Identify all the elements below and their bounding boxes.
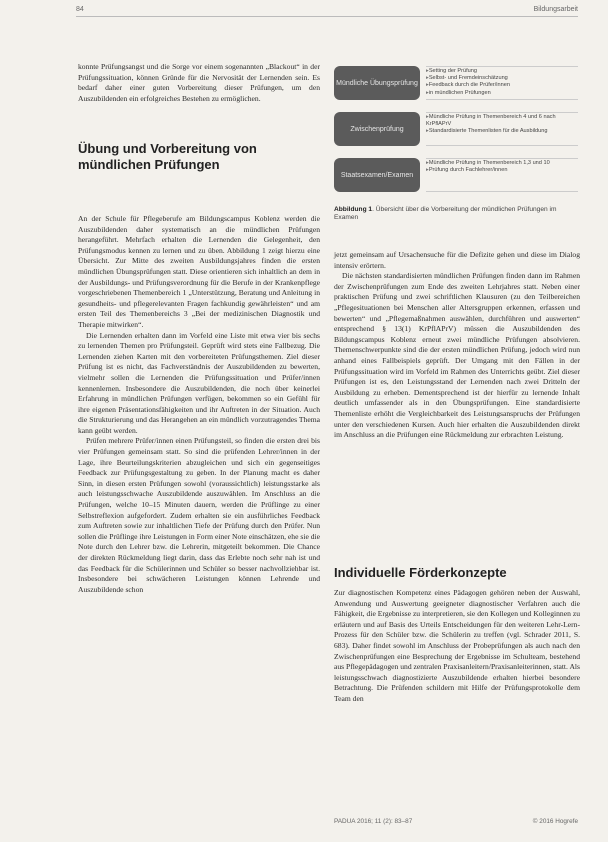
rubric-label: Bildungsarbeit [533,6,578,13]
copyright-notice: © 2016 Hogrefe [532,818,578,825]
diagram-row [334,158,580,192]
body-paragraph: Zur diagnostischen Kompetenz eines Pädagogen gehören neben der Auswahl, Anwendung und Auswertung geeigneter diagnostischer Verfahren auch die Fähigkeit, die Ergebnisse zu interpretieren, sie den Kollegen und Kolleginnen zu erläutern und auf Basis des Urteils Entscheidungen für den weiteren Lehr-Lern-Prozess für den Schüler bzw. die Schülerin zu treffen (vgl. Schrader 2011, S. 683). Daher findet sowohl im Anschluss der Probeprüfungen als auch nach den Zwischenprüfungen eine Besprechung der Ergebnisse im Schulteam, bestehend aus Pflegepädagogen und zentralen Praxisanleitern/Praxisanleiterinnen, statt. Als leistungsschwach diagnostizierte Auszubildende erhalten hierbei besondere Betrachtung. Die Prüfenden schildern mit Hilfe der Prüfungsprotokolle dem Team den [334,588,580,703]
diagram-stage-box: Zwischenprüfung [334,112,420,146]
diagram-bullet: ▸ in mündlichen Prüfungen [426,90,578,97]
body-paragraph: Die nächsten standardisierten mündlichen Prüfungen finden dann im Rahmen der Zwischenprüfungen zum Ende des zweiten Lehrjahres statt. Neben einer praktischen Prüfung und zwei schriftlichen Klausuren (zu den Teilbereichen „Pflegesituationen bei Menschen aller Altersgruppen erkennen, erfassen und bewerten“ und „Pflegemaßnahmen auswählen, durchführen und auswerten“ entsprechend § 13(1) KrPflAPrV) müssen die Auszubildenden des Bildungscampus Koblenz erneut zwei mündliche Prüfungen absolvieren. Themenschwerpunkte sind die der ersten mündlichen Prüfung, jedoch wird nun anhand eines Fallbeispiels geprüft. Der Umgang mit den Fällen in der Prüfungssituation wird im Vorfeld im Rahmen des Unterrichts geübt. Ziel dieser Prüfungen ist es, den Leistungsstand der Lernenden nach zwei Dritteln der Ausbildung zu erheben. Dementsprechend ist der hierfür zu lernende Inhalt deutlich umfassender als in den Übungsprüfungen. Eine standardisierte Themenliste erhöht die Vergleichbarkeit des Leistungsanspruchs der Prüfungen unter den verschiedenen Kursen. Auch hier erhalten die Auszubildenden direkt im Anschluss an die Prüfungen eine Rückmeldung zur erbrachten Leistung. [334,271,580,440]
journal-citation: PADUA 2016; 11 (2): 83–87 [334,818,413,825]
body-paragraph: An der Schule für Pflegeberufe am Bildungscampus Koblenz werden die Auszubildenden daher systematisch an die mündlichen Prüfungen herangeführt. Mehrfach erhalten die Lernenden die Gelegenheit, den Prüfungsmodus kennen zu lernen und zu üben. Abbildung 1 zeigt hierzu eine Übersicht. Zur Mitte des zweiten Ausbildungsjahres finden die ersten mündlichen Übungsprüfungen statt. Diese orientieren sich inhaltlich an dem in der Ausbildungs- und Prüfungsverordnung für die Berufe in der Krankenpflege vorgeschriebenen Themenbereich 1 „Unterstützung, Beratung und Anleitung in gesundheits- und pflegerelevanten Fragen fachkundig gewährleisten“ und am ersten Teil des Themenbereichs 3 „Bei der medizinischen Diagnostik und Therapie mitwirken“. [78,214,320,329]
figure-diagram [334,66,580,192]
diagram-bullet-list [426,66,578,100]
caption-label: Abbildung 1 [334,206,373,213]
right-body-bottom [334,588,580,705]
diagram-stage-box: Mündliche Übungsprüfung [334,66,420,100]
caption-text: Übersicht über die Vorbereitung der mündlichen Prüfungen im Examen [334,206,557,222]
diagram-stage-box: Staatsexamen/Examen [334,158,420,192]
diagram-bullet: ▸ Feedback durch die Prüfer/innen [426,82,578,89]
body-paragraph: Prüfen mehrere Prüfer/innen einen Prüfungsteil, so finden die ersten drei bis vier Prüfungen gemeinsam statt. So sind die prüfenden Lehrer/innen in der Lage, ihre Beurteilungskriterien abzugleichen und sich ein gegenseitiges Feedback zur Prüfungsgestaltung zu geben. In der Planung macht es daher Sinn, in diesen ersten Prüfungen sowohl (voraussichtlich) leistungsstarke als auch leistungsschwache Auszubildende auszuwählen. Im Anschluss an die Prüfungen, welche 10–15 Minuten dauern, werden die Prüflinge zu einer Selbstreflexion aufgefordert. Zudem erhalten sie ein ausführliches Feedback zum Auftreten sowie zur inhaltlichen Tiefe der Prüfung durch den Prüfer. Nun sollen die Prüflinge ihre Leistungen in Form einer Note einschätzen, ehe sie die Note durch den Lehrer bzw. die Lehrerin, mitgeteilt bekommen. Die Chance der direkten Rückmeldung liegt darin, dass das Erlebte noch sehr nah ist und das Feedback für die Schülerinnen und Schüler so besser nachvollziehbar ist. Insbesondere bei schwächeren Leistungen können Lehrende und Auszubildende schon [78,436,320,594]
section-heading-exercise: Übung und Vorbereitung von mündlichen Prüfungen [78,141,257,172]
figure-caption: Abbildung 1. Übersicht über die Vorbereitung der mündlichen Prüfungen im Examen [334,206,557,222]
header-rule [76,16,578,17]
left-intro [78,62,320,104]
diagram-bullet-list [426,158,578,192]
right-body-top [334,250,580,441]
diagram-bullet: ▸ Selbst- und Fremdeinschätzung [426,75,578,82]
left-body [78,214,320,595]
diagram-row [334,66,580,100]
page-footer [334,818,578,828]
diagram-bullet: ▸ Mündliche Prüfung in Themenbereich 4 und 6 nach KrPflAPrV [426,114,578,128]
page-number: 84 [76,6,84,13]
diagram-bullet: ▸ Mündliche Prüfung in Themenbereich 1,3 und 10 [426,160,578,167]
diagram-row [334,112,580,146]
diagram-bullet: ▸ Standardisierte Themenlisten für die Ausbildung [426,128,578,135]
diagram-bullet: ▸ Prüfung durch Fachlehrer/innen [426,167,578,174]
diagram-bullet-list [426,112,578,146]
section-heading-support: Individuelle Förderkonzepte [334,565,507,580]
body-paragraph: Die Lernenden erhalten dann im Vorfeld eine Liste mit etwa vier bis sechs zu lernenden Themen pro Prüfungsteil. Geprüft wird stets eine Fallbezug. Die Lernenden ziehen Karten mit den vorbereiteten Prüfungsthemen. Ziel dieser Prüfung ist es nicht, das Fachverständnis der Auszubildenden zu bewerten, vielmehr sollen die Lernenden die Prüfungssituation und Prüfer/innen kennenlernen. Insbesondere die Auszubildenden, die noch über keinerlei Erfahrung in mündlichen Prüfungen verfügen, bekommen so ein Gefühl für ihre eigenen Präsentationsfähigkeiten und ihr Auftreten in der Situation. Auch die Strukturierung und das Herangehen an ein mündlich vorzutragendes Thema kann geübt werden. [78,330,320,435]
intro-paragraph: konnte Prüfungsangst und die Sorge vor einem sogenannten „Blackout“ in der Prüfungssituation, können Gründe für die Nervosität der Lernenden sein. Es bedarf daher einer guten Vorbereitung dieser Prüfungen, um den Auszubildenden ein erfolgreiches Bestehen zu ermöglichen. [78,62,320,103]
diagram-bullet: ▸ Setting der Prüfung [426,68,578,75]
body-paragraph: jetzt gemeinsam auf Ursachensuche für die Defizite gehen und diese im Dialog intensiv erörtern. [334,250,580,270]
